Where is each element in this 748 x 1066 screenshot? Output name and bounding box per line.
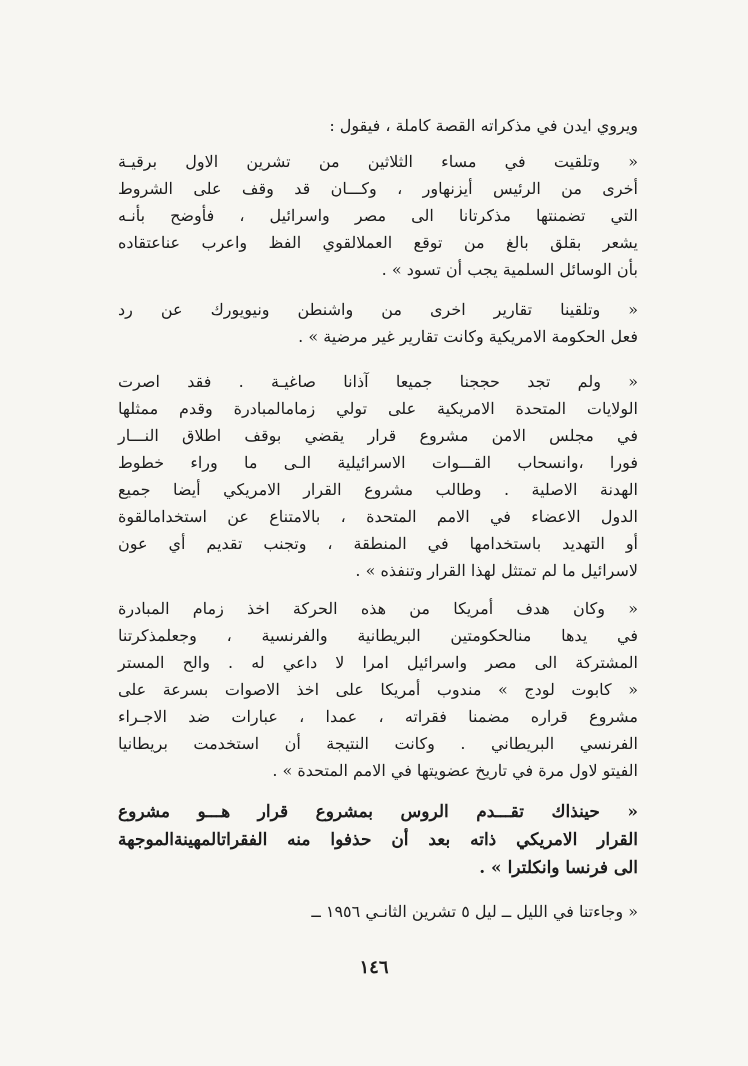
paragraph-line: أو التهديد باستخدامها في المنطقة ، وتجنب تقديم أي عون	[118, 534, 638, 553]
paragraph-line: الفيتو لاول مرة في تاريخ عضويتها في الامم المتحدة » .	[272, 761, 638, 780]
paragraph-line: لاسرائيل ما لم تمتثل لهذا القرار وتنفذه » .	[355, 561, 638, 580]
paragraph-line: الولايات المتحدة الامريكية على تولي زمامالمبادرة وقدم ممثلها	[118, 399, 638, 418]
paragraph-line: يشعر بقلق بالغ من توقع العملالقوي الفظ واعرب عناعتقاده	[118, 233, 638, 252]
paragraph-1	[118, 148, 638, 283]
paragraph-line: الدول الاعضاء في الامم المتحدة ، بالامتناع عن استخدامالقوة	[118, 507, 638, 526]
paragraph-line: الى فرنسا وانكلترا » .	[479, 858, 638, 878]
paragraph-line: أخرى من الرئيس أيزنهاور ، وكـــان قد وقف على الشروط	[118, 179, 638, 198]
paragraph-6	[118, 898, 638, 925]
paragraph-line: مشروع قراره مضمنا فقراته ، عمدا ، عبارات ضد الاجـراء	[118, 707, 638, 726]
paragraph-line: « ولم تجد حججنا جميعا آذانا صاغيـة . فقد اصرت	[118, 372, 638, 391]
intro-text: ويروي ايدن في مذكراته القصة كاملة ، فيقول :	[329, 116, 638, 135]
paragraph-5-bold	[118, 798, 638, 882]
paragraph-line: « وكان هدف أمريكا من هذه الحركة اخذ زمام المبادرة	[118, 599, 638, 618]
paragraph-line: فورا ،وانسحاب القـــوات الاسرائيلية الـى ما وراء خطوط	[118, 453, 638, 472]
paragraph-line: التي تضمنتها مذكرتانا الى مصر واسرائيل ، فأوضح بأنـه	[118, 206, 638, 225]
paragraph-line: المشتركة الى مصر واسرائيل امرا لا داعي له . والح المستر	[118, 653, 638, 672]
paragraph-line: بأن الوسائل السلمية يجب أن تسود » .	[381, 260, 638, 279]
paragraph-line: الهدنة الاصلية . وطالب مشروع القرار الامريكي أيضا جميع	[118, 480, 638, 499]
paragraph-line: في مجلس الامن مشروع قرار يقضي بوقف اطلاق النـــار	[118, 426, 638, 445]
paragraph-line: « كابوت لودج » مندوب أمريكا على اخذ الاصوات بسرعة على	[118, 680, 638, 699]
paragraph-line: « حينذاك تقـــدم الروس بمشروع قرار هـــو مشروع	[118, 802, 638, 822]
paragraph-4	[118, 595, 638, 784]
paragraph-line: فعل الحكومة الامريكية وكانت تقارير غير مرضية » .	[298, 327, 638, 346]
paragraph-3	[118, 368, 638, 584]
paragraph-line: « وتلقينا تقارير اخرى من واشنطن ونيويورك عن رد	[118, 300, 638, 319]
paragraph-2	[118, 296, 638, 350]
paragraph-line: « وتلقيت في مساء الثلاثين من تشرين الاول برقيـة	[118, 152, 638, 171]
paragraph-line: الفرنسي البريطاني . وكانت النتيجة أن استخدمت بريطانيا	[118, 734, 638, 753]
paragraph-line: القرار الامريكي ذاته بعد أن حذفوا منه الفقراتالمهينةالموجهة	[118, 830, 638, 850]
page-number: ١٤٦	[359, 957, 389, 978]
paragraph-line: في يدها منالحكومتين البريطانية والفرنسية ، وجعلمذكرتنا	[118, 626, 638, 645]
intro-line	[118, 112, 638, 139]
paragraph-line: « وجاءتنا في الليل ــ ليل ٥ تشرين الثانـي ١٩٥٦ ــ	[311, 902, 638, 921]
